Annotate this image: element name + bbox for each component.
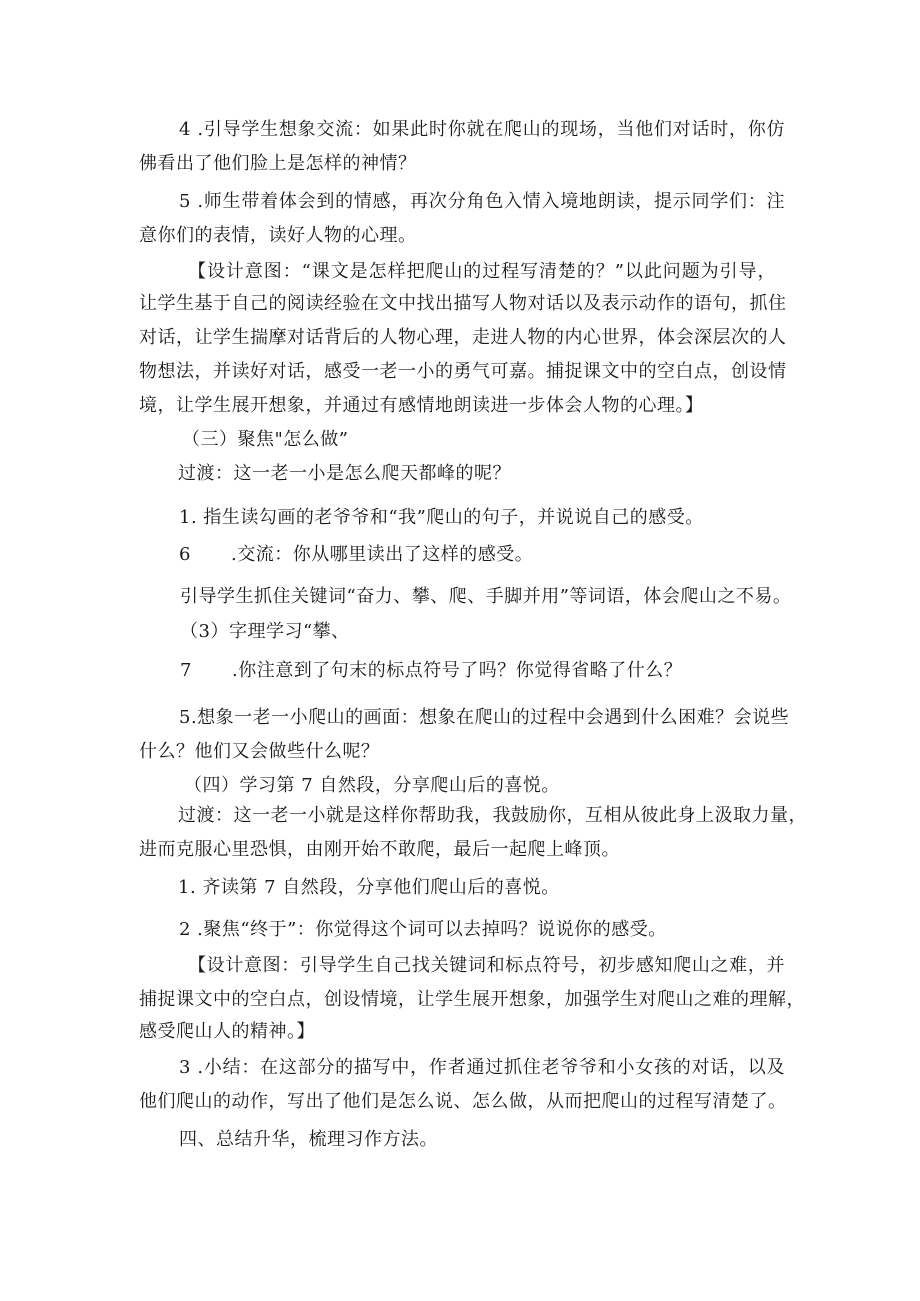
section-four-title: 四、总结升华，梳理习作方法。 (179, 1129, 438, 1150)
item-7-number: 7 (180, 660, 192, 681)
section-3-heading: （三）聚焦"怎么做” (182, 429, 349, 450)
transition-2-line-1: 过渡：这一老一小就是这样你帮助我，我鼓励你，互相从彼此身上汲取力量， (178, 805, 807, 826)
guide-line: 引导学生抓住关键词“奋力、攀、爬、手脚并用”等词语，体会爬山之不易。 (180, 586, 792, 607)
item-6 (179, 543, 533, 567)
section-4-heading: （四）学习第 7 自然段，分享爬山后的喜悦。 (184, 775, 560, 796)
summary-line-2: 他们爬山的动作，写出了他们是怎么说、怎么做，从而把爬山的过程写清楚了。 (139, 1091, 787, 1112)
item-5-line-2: 什么？他们又会做些什么呢？ (139, 741, 380, 762)
item-3-character-study: （3）字理学习“攀、 (180, 621, 350, 642)
transition-1: 过渡：这一老一小是怎么爬天都峰的呢？ (178, 463, 511, 484)
section-4-item-2: 2 .聚焦“终于”：你觉得这个词可以去掉吗？说说你的感受。 (179, 919, 667, 940)
transition-2-line-2: 进而克服心里恐惧，由刚开始不敢爬，最后一起爬上峰顶。 (139, 839, 620, 860)
paragraph-4-line-1: 4 .引导学生想象交流：如果此时你就在爬山的现场，当他们对话时，你仿 (179, 119, 785, 140)
design-intent-1-line-2: 让学生基于自己的阅读经验在文中找出描写人物对话以及表示动作的语句，抓住 (139, 293, 787, 314)
design-intent-2-line-1: 【设计意图：引导学生自己找关键词和标点符号，初步感知爬山之难，并 (188, 955, 785, 976)
summary-line-1: 3 .小结：在这部分的描写中，作者通过抓住老爷爷和小女孩的对话，以及 (179, 1057, 785, 1078)
item-5-line-1: 5.想象一老一小爬山的画面：想象在爬山的过程中会遇到什么困难？会说些 (179, 707, 790, 728)
item-7 (180, 659, 682, 683)
design-intent-1-line-3: 对话，让学生揣摩对话背后的人物心理，走进人物的内心世界，体会深层次的人 (139, 327, 787, 348)
paragraph-5-line-1: 5 .师生带着体会到的情感，再次分角色入情入境地朗读，提示同学们：注 (179, 191, 785, 212)
section-4-item-1: 1. 齐读第 7 自然段，分享他们爬山后的喜悦。 (178, 877, 560, 898)
item-6-text: .交流：你从哪里读出了这样的感受。 (231, 544, 534, 565)
design-intent-1-line-1: 【设计意图：“课文是怎样把爬山的过程写清楚的？”以此问题为引导， (188, 261, 776, 282)
design-intent-2-line-3: 感受爬山人的精神。】 (139, 1021, 315, 1042)
design-intent-1-line-5: 境，让学生展开想象，并通过有感情地朗读进一步体会人物的心理。】 (139, 395, 704, 416)
design-intent-1-line-4: 物想法，并读好对话，感受一老一小的勇气可嘉。捕捉课文中的空白点，创设情 (139, 361, 787, 382)
item-7-text: .你注意到了句末的标点符号了吗？你觉得省略了什么？ (232, 660, 683, 681)
item-6-number: 6 (179, 544, 191, 565)
design-intent-2-line-2: 捕捉课文中的空白点，创设情境，让学生展开想象，加强学生对爬山之难的理解， (139, 989, 805, 1010)
paragraph-5-line-2: 意你们的表情，读好人物的心理。 (139, 225, 417, 246)
paragraph-4-line-2: 佛看出了他们脸上是怎样的神情？ (139, 153, 417, 174)
item-1: 1. 指生读勾画的老爷爷和“我”爬山的句子，并说说自己的感受。 (179, 507, 704, 528)
